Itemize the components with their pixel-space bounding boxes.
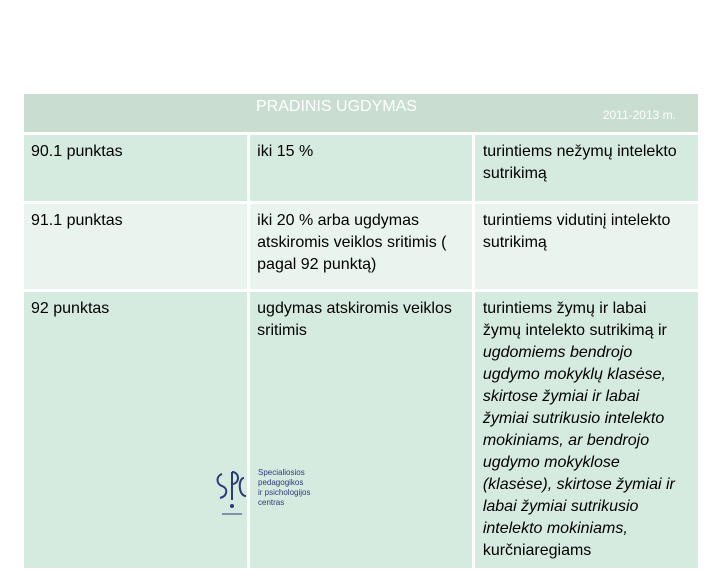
logo-line: pedagogikos	[258, 478, 304, 487]
target-cell	[473, 291, 698, 570]
target-cell: turintiems nežymų intelekto sutrikimą	[473, 134, 698, 203]
logo-text	[258, 468, 310, 508]
target-tail-text: kurčniaregiams	[482, 542, 592, 559]
target-plain-text: turintiems žymų ir labai žymų intelekto sutrikimą ir	[482, 300, 667, 339]
point-cell: 91.1 punktas	[24, 203, 249, 291]
point-cell: 90.1 punktas	[24, 134, 249, 203]
threshold-cell: ugdymas atskiromis veiklos sritimis	[249, 291, 474, 570]
target-cell: turintiems vidutinį intelekto sutrikimą	[473, 203, 698, 291]
table-years: 2011-2013 m.	[602, 108, 676, 122]
logo-line: centras	[258, 498, 285, 507]
spc-logo-icon	[212, 466, 252, 520]
target-italic-text: ugdomiems bendrojo ugdymo mokyklų klasėse, skirtose žymiai ir labai žymiai sutrikusio intelekto mokiniams, ar bendrojo ugdymo mokyklose (klasėse), skirtose žymiai ir labai žymiai sutrikusio intelekto mokiniams,	[482, 344, 675, 537]
threshold-cell: iki 20 % arba ugdymas atskiromis veiklos sritimis ( pagal 92 punktą)	[249, 203, 474, 291]
logo-line: ir psichologijos	[258, 488, 311, 497]
table-header	[24, 94, 698, 134]
threshold-cell: iki 15 %	[249, 134, 474, 203]
table-row	[24, 134, 698, 203]
sppc-logo	[212, 466, 322, 520]
table-row	[24, 203, 698, 291]
ugdymas-table	[24, 94, 698, 571]
point-cell: 92 punktas	[24, 291, 249, 570]
table-row	[24, 291, 698, 570]
logo-line: Specialiosios	[258, 468, 305, 477]
table-title: PRADINIS UGDYMAS	[256, 98, 417, 115]
